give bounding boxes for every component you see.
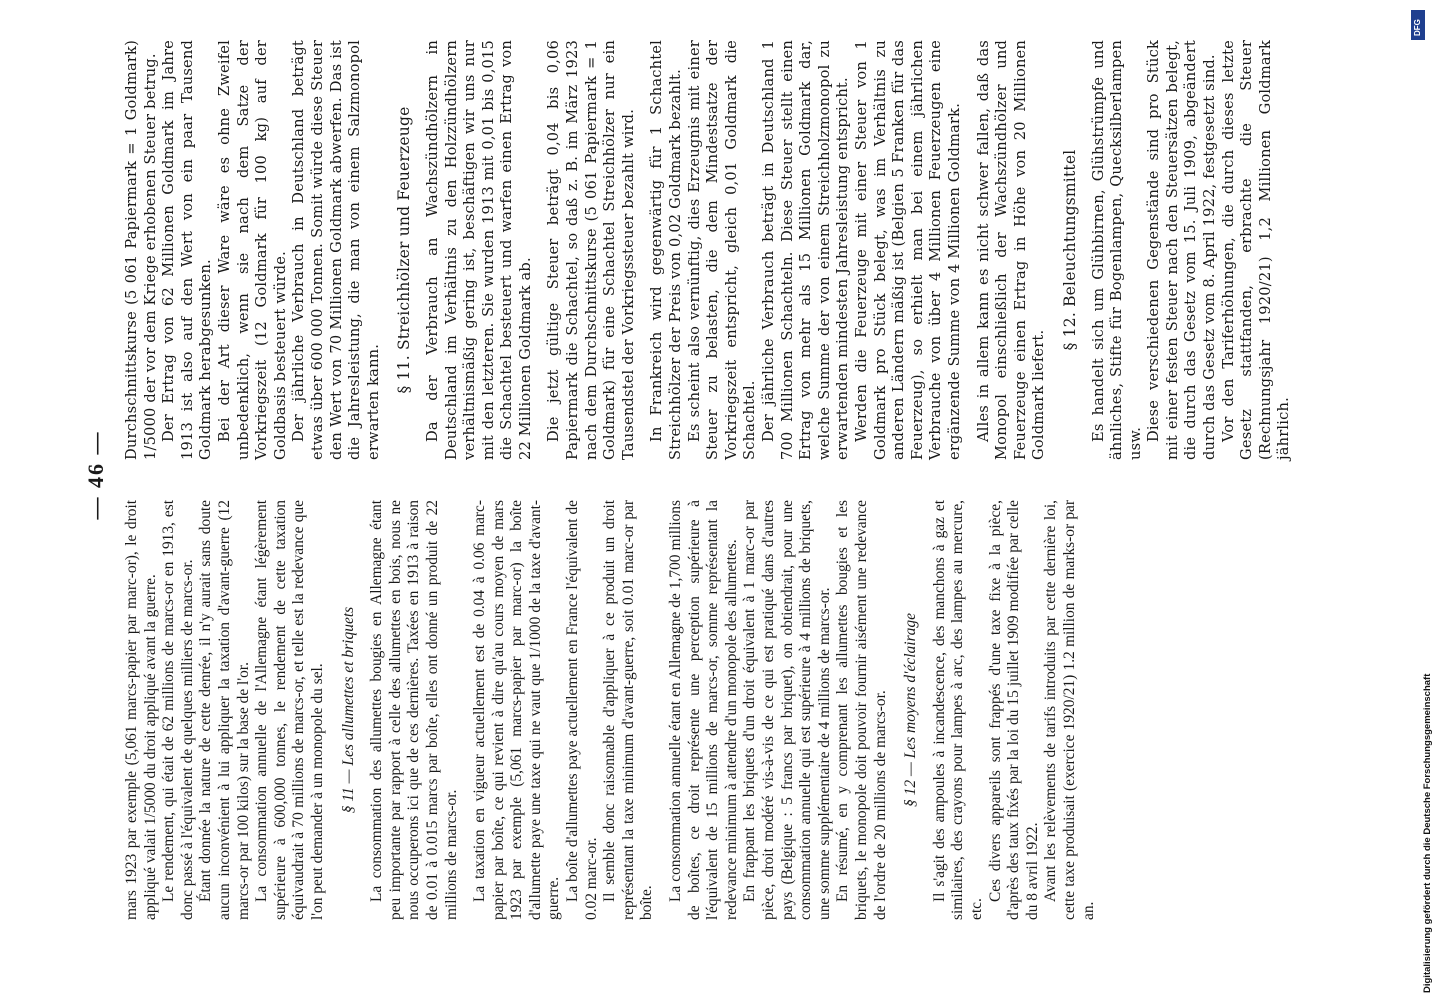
paragraph: Vor den Tariferhöhungen, die durch dieses letzte Gesetz stattfanden, erbrachte die Steuer (Rechnungsjahr 1920/21) 1,2 Millionen Goldmark jährlich. <box>1219 40 1293 460</box>
digitization-credit <box>1408 8 1433 993</box>
paragraph: Der jährliche Verbrauch beträgt in Deutschland 1 700 Millionen Schachteln. Diese Steuer stellt einen Ertrag von mehr als 15 Millionen Goldmark dar, welche Summe der von einem Streichholzmonopol zu erwartenden mindesten Jahresleistung entspricht. <box>760 40 852 460</box>
dfg-logo <box>1411 10 1425 40</box>
paragraph: Bei der Art dieser Ware wäre es ohne Zweifel unbedenklich, wenn sie nach dem Satze der Vorkriegszeit (12 Goldmark für 100 kg) auf der Goldbasis besteuert würde. <box>215 40 289 460</box>
paragraph: Es scheint also vernünftig, dies Erzeugnis mit einer Steuer zu belasten, die dem Mindestsatze der Vorkriegszeit entspricht, gleich 0,01 Goldmark die Schachtel. <box>685 40 759 460</box>
page-number: — 46 — <box>83 430 108 520</box>
paragraph: Der jährliche Verbrauch in Deutschland beträgt etwas über 600 000 Tonnen. Somit würde diese Steuer den Wert von 70 Millionen Goldmark abwerfen. Das ist die Jahresleistung, die man von einem Salzmonopol erwarten kann. <box>290 40 382 460</box>
paragraph: In Frankreich wird gegenwärtig für 1 Schachtel Streichhölzer der Preis von 0,02 Goldmark bezahlt. <box>648 40 685 460</box>
paragraph: Diese verschiedenen Gegenstände sind pro Stück mit einer festen Steuer nach den Steuersätzen belegt, die durch das Gesetz vom 15. Juli 1909, abgeändert durch das Gesetz vom 8. April 1922, festgesetzt sind. <box>1145 40 1219 460</box>
paragraph: Le rendement, qui était de 62 millions de marcs-or en 1913, est donc passé à l'équivalent de quelques milliers de marcs-or. <box>160 500 196 920</box>
section-heading-11: § 11. Streichhölzer und Feuerzeuge <box>395 106 414 394</box>
paragraph: Avant les relèvements de tarifs introduits par cette dernière loi, cette taxe produisait (exercice 1920/21) 1.2 million de marks-or par an. <box>1042 500 1097 920</box>
paragraph: La boîte d'allumettes paye actuellement en France l'équivalent de 0.02 marc-or. <box>564 500 600 920</box>
paragraph: Alles in allem kann es nicht schwer fallen, daß das Monopol einschließlich der Wachszündhölzer und Feuerzeuge einen Ertrag in Höhe von 20 Millionen Goldmark liefert. <box>974 40 1048 460</box>
paragraph: mars 1923 par exemple (5,061 marcs-papier par marc-or), le droit appliqué valait 1/5000 du droit appliqué avant la guerre. <box>123 500 159 920</box>
section-heading-12: § 12. Beleuchtungsmittel <box>1060 149 1079 351</box>
paragraph: Es handelt sich um Glühbirnen, Glühstrümpfe und ähnliches, Stifte für Bogenlampen, Quecksilberlampen usw. <box>1089 40 1144 460</box>
dfg-logo-text: DFG <box>1413 19 1422 36</box>
paragraph: Durchschnittskurse (5 061 Papiermark = 1 Goldmark) 1/5000 der vor dem Kriege erhobenen Steuer betrug. <box>123 40 159 460</box>
section-heading-12: § 12 — Les moyens d'éclairage <box>902 612 920 808</box>
paragraph: Il s'agit des ampoules à incandescence, des manchons à gaz et similaires, des crayons pour lampes à arc, des lampes au mercure, etc. <box>930 500 985 920</box>
section-heading-11: § 11 — Les allumettes et briquets <box>339 606 357 814</box>
paragraph: Ces divers appareils sont frappés d'une taxe fixe à la pièce, d'après des taux fixés par la loi du 15 juillet 1909 modifiée par celle du 8 avril 1922. <box>986 500 1041 920</box>
paragraph: En frappant les briquets d'un droit équivalent à 1 marc-or par pièce, droit modéré vis-à-vis de ce qui est pratiqué dans d'autres pays (Belgique : 5 francs par briquet), on obtiendrait, pour une consommation annuelle qui est supérieure à 4 millions de briquets, une somme supplémentaire de 4 millions de marcs-or. <box>741 500 833 920</box>
rotated-document-page <box>75 20 1293 930</box>
paragraph: Étant donnée la nature de cette denrée, il n'y aurait sans doute aucun inconvénient à lui appliquer la taxation d'avant-guerre (12 marcs-or par 100 kilos) sur la base de l'or. <box>197 500 252 920</box>
german-column <box>123 40 1294 460</box>
paragraph: En résumé, en y comprenant les allumettes bougies et les briquets, le monopole doit pouvoir fournir aisément une redevance de l'ordre de 20 millions de marcs-or. <box>834 500 889 920</box>
paragraph: La consommation annuelle étant en Allemagne de 1,700 millions de boîtes, ce droit représente une perception supérieure à l'équivalent de 15 millions de marcs-or, somme représentant la redevance minimum à attendre d'un monopole des allumettes. <box>667 500 740 920</box>
paragraph: Die jetzt gültige Steuer beträgt 0,04 bis 0,06 Papiermark die Schachtel, so daß z. B. im März 1923 nach dem Durchschnittskurse (5 061 Papiermark = 1 Goldmark) für eine Schachtel Streichhölzer nur ein Tausendstel der Vorkriegssteuer bezahlt wird. <box>545 40 637 460</box>
paragraph: La consommation des allumettes bougies en Allemagne étant peu importante par rapport à celle des allumettes en bois, nous ne nous occuperons ici que de ces dernières. Taxées en 1913 à raison de 0.01 à 0.015 marcs par boîte, elles ont donné un produit de 22 millions de marcs-or. <box>368 500 460 920</box>
french-column <box>123 500 1098 920</box>
paragraph: Il semble donc raisonnable d'appliquer à ce produit un droit représentant la taxe minimum d'avant-guerre, soit 0.01 marc-or par boîte. <box>601 500 656 920</box>
paragraph: Der Ertrag von 62 Millionen Goldmark im Jahre 1913 ist also auf den Wert von ein paar Tausend Goldmark herabgesunken. <box>160 40 215 460</box>
credit-text: Digitalisierung gefördert durch die Deutsche Forschungsgemeinschaft <box>1422 673 1433 993</box>
paragraph: Da der Verbrauch an Wachszündhölzern in Deutschland im Verhältnis zu den Holzzündhölzern verhältnismäßig gering ist, beschäftigen wir uns nur mit den letzteren. Sie wurden 1913 mit 0,01 bis 0,015 die Schachtel besteuert und warfen einen Ertrag von 22 Millionen Goldmark ab. <box>423 40 534 460</box>
paragraph: La consommation annuelle de l'Allemagne étant légèrement supérieure à 600,000 tonnes, le rendement de cette taxation équivaudrait à 70 millions de marcs-or, et telle est la redevance que l'on peut demander à un monopole du sel. <box>253 500 326 920</box>
paragraph: La taxation en vigueur actuellement est de 0.04 à 0.06 marc-papier par boîte, ce qui revient à dire qu'au cours moyen de mars 1923 par exemple (5,061 marcs-papier par marc-or) la boîte d'allumette paye une taxe qui ne vaut que 1/1000 de la taxe d'avant-guerre. <box>471 500 563 920</box>
paragraph: Werden die Feuerzeuge mit einer Steuer von 1 Goldmark pro Stück belegt, was im Verhältnis zu anderen Ländern mäßig ist (Belgien 5 Franken für das Feuerzeug), so erhielt man bei einem jährlichen Verbrauche von über 4 Millionen Feuerzeugen eine ergänzende Summe von 4 Millionen Goldmark. <box>852 40 963 460</box>
